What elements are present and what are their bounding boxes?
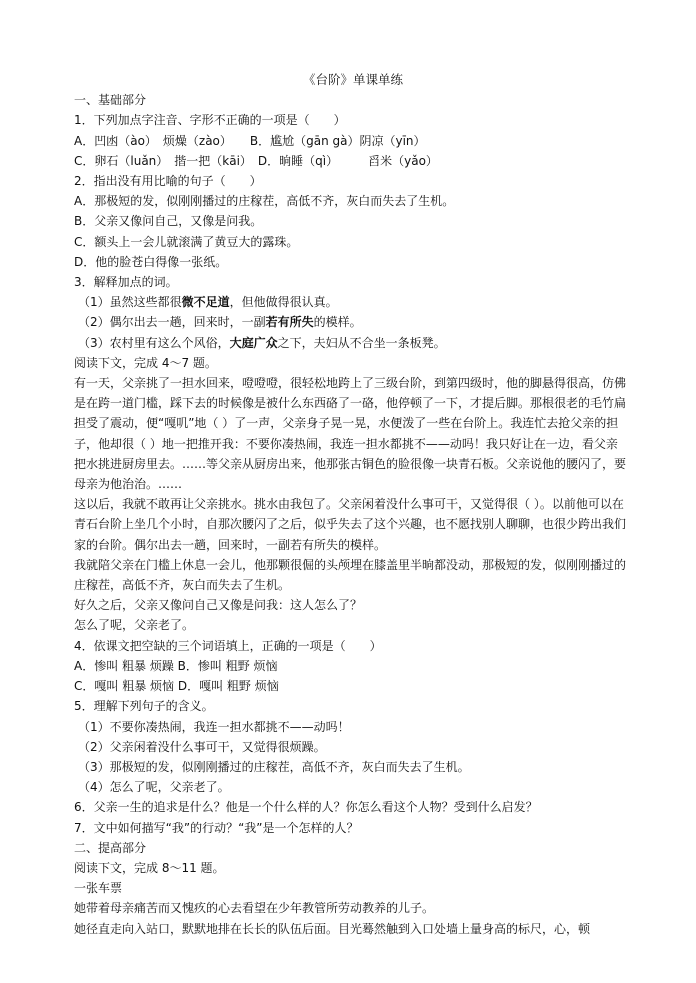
passage-paragraph: 我就陪父亲在门槛上休息一会儿，他那颗很倔的头颅埋在膝盖里半晌都没动，那极短的发，似刚刚播过的庄稼茬，高低不齐，灰白而失去了生机。 xyxy=(74,557,627,593)
question: 6．父亲一生的追求是什么？他是一个什么样的人？你怎么看这个人物？受到什么启发？ xyxy=(74,800,538,815)
sub-question: （1）不要你凑热闹，我连一担水都挑不——动吗！ xyxy=(78,719,350,734)
text-part: （1）虽然这些都很 xyxy=(78,295,182,310)
key-word: 微不足道 xyxy=(181,295,230,310)
question: 5．理解下列句子的含义。 xyxy=(74,699,214,714)
option-line: C．嘎叫 粗暴 烦恼 D．嘎叫 粗野 烦恼 xyxy=(74,679,279,694)
passage-paragraph: 她带着母亲痛苦而又愧疚的心去看望在少年教管所劳动教养的儿子。 xyxy=(74,901,435,916)
text-part: 之下，夫妇从不合坐一条板凳。 xyxy=(277,335,446,350)
reading-instruction: 阅读下文，完成 4～7 题。 xyxy=(74,355,217,370)
passage-paragraph: 怎么了呢，父亲老了。 xyxy=(74,618,195,633)
text-part: （3）农村里有这么个风俗， xyxy=(78,335,230,350)
question: 7．文中如何描写“我”的行动？“我”是一个怎样的人？ xyxy=(74,820,359,835)
reading-instruction: 阅读下文，完成 8～11 题。 xyxy=(74,860,225,875)
text-part: （2）偶尔出去一趟，回来时，一副 xyxy=(78,315,266,330)
question: 4．依课文把空缺的三个词语填上，正确的一项是（ ） xyxy=(74,638,382,653)
option-line: B．父亲又像问自己，又像是问我。 xyxy=(74,214,263,229)
passage-paragraph: 好久之后，父亲又像问自己又像是问我：这人怎么了？ xyxy=(74,598,363,613)
option-line: A．凹凼（ào） 烦燥（zào） B．尴尬（gān gà）阴凉（yīn） xyxy=(74,133,426,148)
document-body xyxy=(74,70,626,939)
sub-question: （2）父亲闲着没什么事可干，又觉得很烦躁。 xyxy=(78,739,326,754)
sub-question xyxy=(74,312,626,332)
option-line: D．他的脸苍白得像一张纸。 xyxy=(74,254,228,269)
passage-paragraph: 她径直走向入站口，默默地排在长长的队伍后面。目光蓦然触到入口处墙上量身高的标尺，心，顿 xyxy=(74,921,591,936)
passage-paragraph: 这以后，我就不敢再让父亲挑水。挑水由我包了。父亲闲着没什么事可干，又觉得很（ ）。以前他可以在青石台阶上坐几个小时，自那次腰闪了之后，似乎失去了这个兴趣，也不愿找别人聊聊，也很少跨出我们家的台阶。偶尔出去一趟，回来时，一副若有所失的模样。 xyxy=(74,497,627,552)
text-part: 的模样。 xyxy=(313,315,362,330)
option-line: C．额头上一会儿就滚满了黄豆大的露珠。 xyxy=(74,234,299,249)
question: 1．下列加点字注音、字形不正确的一项是（ ） xyxy=(74,113,346,128)
key-word: 大庭广众 xyxy=(229,335,278,350)
sub-question xyxy=(74,333,626,353)
sub-question: （4）怎么了呢，父亲老了。 xyxy=(78,780,230,795)
sub-question: （3）那极短的发，似刚刚播过的庄稼茬，高低不齐，灰白而失去了生机。 xyxy=(78,759,470,774)
story-title: 一张车票 xyxy=(74,881,123,896)
section-heading: 二、提高部分 xyxy=(74,840,147,855)
section-heading: 一、基础部分 xyxy=(74,93,147,108)
doc-title: 《台阶》单课单练 xyxy=(302,72,403,87)
question: 3．解释加点的词。 xyxy=(74,275,178,290)
passage-paragraph: 有一天，父亲挑了一担水回来，噔噔噔，很轻松地跨上了三级台阶，到第四级时，他的脚悬得很高，仿佛是在跨一道门槛，踩下去的时候像是被什么东西硌了一硌，他停顿了一下，才提后脚。那根很老的毛竹扁担受了震动，便“嘎叽”地（ ）了一声，父亲身子晃一晃，水便泼了一些在台阶上。我连忙去抢父亲的担子，他却很（ ）地一把推开我：不要你凑热闹，我连一担水都挑不——动吗！我只好让在一边，看父亲把水挑进厨房里去。……等父亲从厨房出来，他那张古铜色的脸很像一块青石板。父亲说他的腰闪了，要母亲为他治治。…… xyxy=(74,376,627,492)
question: 2．指出没有用比喻的句子（ ） xyxy=(74,174,262,189)
option-line: A．惨叫 粗暴 烦躁 B．惨叫 粗野 烦恼 xyxy=(74,658,278,673)
text-part: ，但他做得很认真。 xyxy=(229,295,338,310)
option-line: A．那极短的发，似刚刚播过的庄稼茬，高低不齐，灰白而失去了生机。 xyxy=(74,194,455,209)
option-line: C．卵石（luǎn） 揩一把（kāi） D．晌睡（qì） 舀米（yǎo） xyxy=(74,153,438,168)
sub-question xyxy=(74,292,626,312)
key-word: 若有所失 xyxy=(265,315,314,330)
